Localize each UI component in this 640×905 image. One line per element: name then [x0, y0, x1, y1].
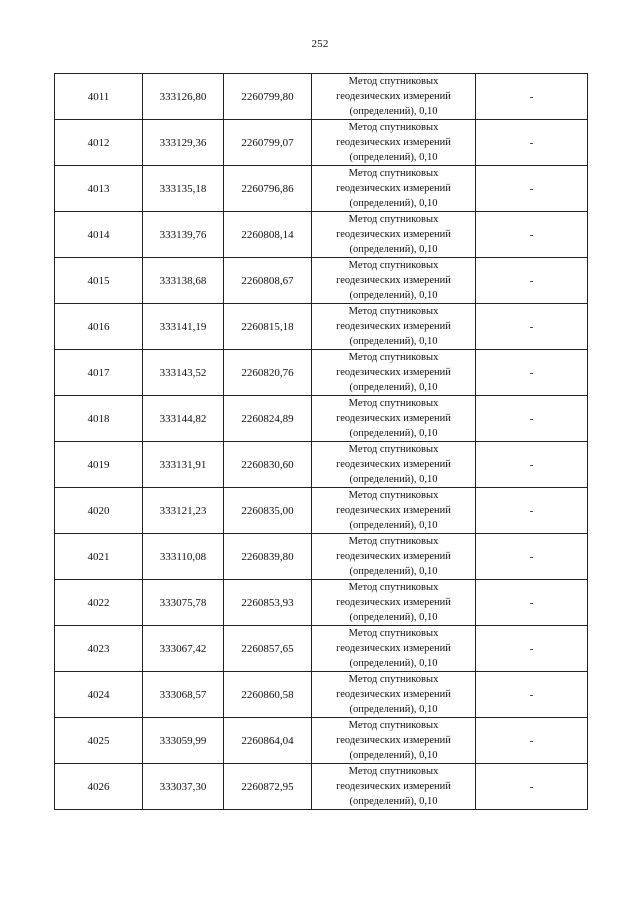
point-number-cell: 4019: [55, 442, 143, 488]
coordinate-x-cell: 333075,78: [143, 580, 224, 626]
method-text-line: геодезических измерений: [336, 137, 451, 148]
coordinate-y-cell: 2260799,80: [224, 74, 312, 120]
point-number-cell: 4016: [55, 304, 143, 350]
method-text-line: (определений), 0,10: [349, 796, 438, 807]
method-text-line: геодезических измерений: [336, 459, 451, 470]
method-cell: [312, 488, 476, 534]
coordinate-x-cell: 333110,08: [143, 534, 224, 580]
note-cell: -: [476, 764, 588, 810]
method-text-line: геодезических измерений: [336, 505, 451, 516]
method-text-line: Метод спутниковых: [348, 674, 439, 685]
method-text-line: Метод спутниковых: [348, 306, 439, 317]
coordinate-y-cell: 2260860,58: [224, 672, 312, 718]
method-text-line: (определений), 0,10: [349, 750, 438, 761]
coordinate-x-cell: 333129,36: [143, 120, 224, 166]
method-text-line: (определений), 0,10: [349, 336, 438, 347]
table-row: [55, 442, 588, 488]
method-text-line: геодезических измерений: [336, 275, 451, 286]
coordinate-y-cell: 2260872,95: [224, 764, 312, 810]
method-text-line: (определений), 0,10: [349, 612, 438, 623]
coordinate-y-cell: 2260808,67: [224, 258, 312, 304]
table-row: [55, 212, 588, 258]
method-text-line: геодезических измерений: [336, 689, 451, 700]
coordinate-y-cell: 2260839,80: [224, 534, 312, 580]
method-text-line: Метод спутниковых: [348, 168, 439, 179]
method-text-line: Метод спутниковых: [348, 260, 439, 271]
method-text-line: Метод спутниковых: [348, 490, 439, 501]
table-row: [55, 580, 588, 626]
method-text-line: геодезических измерений: [336, 229, 451, 240]
table-row: [55, 166, 588, 212]
method-text-line: (определений), 0,10: [349, 658, 438, 669]
method-text-line: Метод спутниковых: [348, 76, 439, 87]
point-number-cell: 4017: [55, 350, 143, 396]
coordinate-y-cell: 2260796,86: [224, 166, 312, 212]
table-row: [55, 488, 588, 534]
method-cell: [312, 718, 476, 764]
method-text-line: Метод спутниковых: [348, 444, 439, 455]
coordinate-y-cell: 2260857,65: [224, 626, 312, 672]
method-text-line: геодезических измерений: [336, 91, 451, 102]
coordinate-x-cell: 333121,23: [143, 488, 224, 534]
coordinate-x-cell: 333141,19: [143, 304, 224, 350]
note-cell: -: [476, 350, 588, 396]
method-text-line: Метод спутниковых: [348, 582, 439, 593]
note-cell: -: [476, 396, 588, 442]
table-row: [55, 672, 588, 718]
method-text-line: Метод спутниковых: [348, 766, 439, 777]
coordinate-x-cell: 333139,76: [143, 212, 224, 258]
point-number-cell: 4025: [55, 718, 143, 764]
table-row: [55, 764, 588, 810]
method-text-line: геодезических измерений: [336, 643, 451, 654]
method-text-line: геодезических измерений: [336, 367, 451, 378]
coordinate-y-cell: 2260820,76: [224, 350, 312, 396]
method-text-line: Метод спутниковых: [348, 398, 439, 409]
method-text-line: (определений), 0,10: [349, 198, 438, 209]
coordinate-x-cell: 333068,57: [143, 672, 224, 718]
point-number-cell: 4022: [55, 580, 143, 626]
coordinates-table: [54, 73, 588, 810]
method-text-line: Метод спутниковых: [348, 628, 439, 639]
point-number-cell: 4014: [55, 212, 143, 258]
table-row: [55, 396, 588, 442]
method-text-line: Метод спутниковых: [348, 214, 439, 225]
method-text-line: геодезических измерений: [336, 551, 451, 562]
coordinate-x-cell: 333138,68: [143, 258, 224, 304]
method-text-line: (определений), 0,10: [349, 566, 438, 577]
method-cell: [312, 350, 476, 396]
coordinate-y-cell: 2260824,89: [224, 396, 312, 442]
method-text-line: геодезических измерений: [336, 781, 451, 792]
table-row: [55, 350, 588, 396]
note-cell: -: [476, 166, 588, 212]
coordinate-x-cell: 333131,91: [143, 442, 224, 488]
method-text-line: (определений), 0,10: [349, 520, 438, 531]
method-cell: [312, 396, 476, 442]
point-number-cell: 4012: [55, 120, 143, 166]
method-text-line: геодезических измерений: [336, 735, 451, 746]
method-cell: [312, 74, 476, 120]
coordinate-x-cell: 333126,80: [143, 74, 224, 120]
coordinate-x-cell: 333067,42: [143, 626, 224, 672]
coordinate-y-cell: 2260815,18: [224, 304, 312, 350]
coordinates-table-body: [55, 74, 588, 810]
method-text-line: (определений), 0,10: [349, 474, 438, 485]
table-row: [55, 120, 588, 166]
note-cell: -: [476, 672, 588, 718]
point-number-cell: 4020: [55, 488, 143, 534]
point-number-cell: 4015: [55, 258, 143, 304]
method-text-line: Метод спутниковых: [348, 536, 439, 547]
method-cell: [312, 580, 476, 626]
point-number-cell: 4011: [55, 74, 143, 120]
table-row: [55, 304, 588, 350]
method-text-line: (определений), 0,10: [349, 106, 438, 117]
table-row: [55, 258, 588, 304]
method-text-line: Метод спутниковых: [348, 352, 439, 363]
point-number-cell: 4021: [55, 534, 143, 580]
method-cell: [312, 120, 476, 166]
coordinate-y-cell: 2260853,93: [224, 580, 312, 626]
method-cell: [312, 626, 476, 672]
coordinate-y-cell: 2260830,60: [224, 442, 312, 488]
note-cell: -: [476, 626, 588, 672]
method-cell: [312, 672, 476, 718]
method-text-line: (определений), 0,10: [349, 244, 438, 255]
method-cell: [312, 764, 476, 810]
coordinate-y-cell: 2260808,14: [224, 212, 312, 258]
method-cell: [312, 442, 476, 488]
note-cell: -: [476, 212, 588, 258]
coordinate-x-cell: 333144,82: [143, 396, 224, 442]
coordinate-x-cell: 333059,99: [143, 718, 224, 764]
method-text-line: (определений), 0,10: [349, 152, 438, 163]
coordinate-y-cell: 2260799,07: [224, 120, 312, 166]
note-cell: -: [476, 488, 588, 534]
coordinate-y-cell: 2260835,00: [224, 488, 312, 534]
note-cell: -: [476, 258, 588, 304]
note-cell: -: [476, 74, 588, 120]
coordinate-x-cell: 333037,30: [143, 764, 224, 810]
table-row: [55, 534, 588, 580]
method-cell: [312, 212, 476, 258]
note-cell: -: [476, 120, 588, 166]
method-text-line: геодезических измерений: [336, 413, 451, 424]
method-text-line: (определений), 0,10: [349, 428, 438, 439]
note-cell: -: [476, 534, 588, 580]
coordinate-y-cell: 2260864,04: [224, 718, 312, 764]
note-cell: -: [476, 304, 588, 350]
method-text-line: Метод спутниковых: [348, 122, 439, 133]
method-text-line: (определений), 0,10: [349, 290, 438, 301]
table-row: [55, 74, 588, 120]
page-number: 252: [311, 38, 329, 50]
point-number-cell: 4026: [55, 764, 143, 810]
point-number-cell: 4013: [55, 166, 143, 212]
point-number-cell: 4018: [55, 396, 143, 442]
method-text-line: геодезических измерений: [336, 183, 451, 194]
coordinate-x-cell: 333143,52: [143, 350, 224, 396]
point-number-cell: 4024: [55, 672, 143, 718]
method-cell: [312, 166, 476, 212]
method-text-line: Метод спутниковых: [348, 720, 439, 731]
coordinate-x-cell: 333135,18: [143, 166, 224, 212]
method-cell: [312, 258, 476, 304]
method-cell: [312, 304, 476, 350]
note-cell: -: [476, 580, 588, 626]
method-cell: [312, 534, 476, 580]
note-cell: -: [476, 718, 588, 764]
point-number-cell: 4023: [55, 626, 143, 672]
note-cell: -: [476, 442, 588, 488]
method-text-line: геодезических измерений: [336, 321, 451, 332]
method-text-line: (определений), 0,10: [349, 382, 438, 393]
method-text-line: геодезических измерений: [336, 597, 451, 608]
table-row: [55, 626, 588, 672]
method-text-line: (определений), 0,10: [349, 704, 438, 715]
table-row: [55, 718, 588, 764]
